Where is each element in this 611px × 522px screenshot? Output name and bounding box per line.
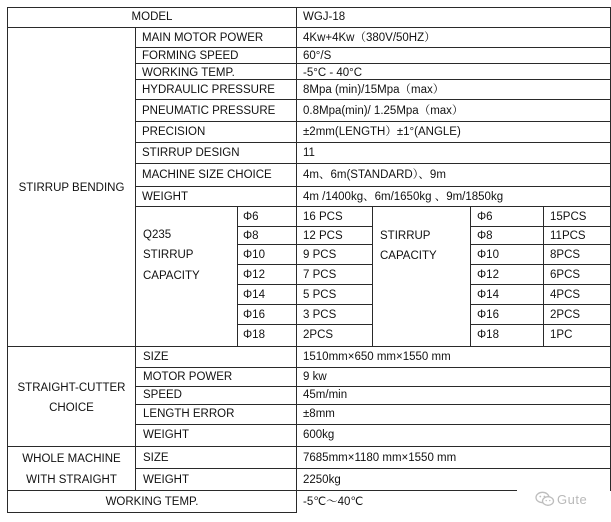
- spec-label: SIZE: [143, 452, 169, 464]
- stirrup-capacity-label-line: CAPACITY: [380, 250, 437, 262]
- spec-label: WEIGHT: [143, 429, 189, 441]
- spec-value: 8Mpa (min)/15Mpa（max）: [303, 84, 445, 96]
- spec-label: LENGTH ERROR: [143, 408, 235, 420]
- wechat-icon: [535, 491, 555, 507]
- stirrup-quantity: 11PCS: [550, 230, 586, 242]
- stirrup-diameter: Φ14: [477, 289, 499, 301]
- spec-label: FORMING SPEED: [142, 50, 239, 62]
- spec-value: 7685mm×1180 mm×1550 mm: [303, 452, 457, 464]
- spec-value: -5°C - 40°C: [303, 67, 363, 79]
- section-stirrup-bending: STIRRUP BENDING: [18, 182, 125, 194]
- section-straight-cutter-line: CHOICE: [49, 402, 94, 414]
- q235-diameter: Φ14: [243, 289, 265, 301]
- spec-value: 4m /1400kg、6m/1650kg 、9m/1850kg: [303, 191, 504, 203]
- q235-quantity: 7 PCS: [303, 269, 337, 281]
- q235-label-line: STIRRUP: [143, 249, 194, 261]
- model-label: MODEL: [131, 11, 173, 23]
- spec-value: 4m、6m(STANDARD）、9m: [303, 169, 446, 181]
- stirrup-capacity-label-line: STIRRUP: [380, 230, 431, 242]
- footer-working-temp-value: -5℃～40℃: [303, 496, 364, 508]
- stirrup-diameter: Φ18: [477, 329, 499, 341]
- q235-quantity: 2PCS: [303, 329, 334, 341]
- spec-label: SIZE: [143, 351, 169, 363]
- spec-label: WEIGHT: [142, 191, 188, 203]
- stirrup-quantity: 2PCS: [550, 309, 581, 321]
- spec-value: 4Kw+4Kw（380V/50HZ）: [303, 32, 436, 44]
- stirrup-diameter: Φ12: [477, 269, 499, 281]
- spec-value: 600kg: [303, 429, 335, 441]
- q235-quantity: 9 PCS: [303, 249, 337, 261]
- stirrup-diameter: Φ10: [477, 249, 499, 261]
- section-whole-machine-line: WITH STRAIGHT: [26, 474, 117, 486]
- stirrup-quantity: 4PCS: [550, 289, 581, 301]
- section-straight-cutter-line: STRAIGHT-CUTTER: [17, 382, 126, 394]
- q235-quantity: 5 PCS: [303, 289, 337, 301]
- stirrup-quantity: 8PCS: [550, 249, 581, 261]
- spec-value: 0.8Mpa(min)/ 1.25Mpa（max）: [303, 105, 464, 117]
- spec-value: 1510mm×650 mm×1550 mm: [303, 351, 451, 363]
- spec-value: 9 kw: [303, 371, 327, 383]
- spec-value: 2250kg: [303, 474, 341, 486]
- q235-diameter: Φ6: [243, 211, 259, 223]
- q235-quantity: 12 PCS: [303, 230, 343, 242]
- spec-label: HYDRAULIC PRESSURE: [142, 84, 275, 96]
- spec-label: STIRRUP DESIGN: [142, 147, 240, 159]
- q235-diameter: Φ16: [243, 309, 265, 321]
- spec-value: 11: [303, 147, 315, 159]
- spec-label: MAIN MOTOR POWER: [142, 32, 264, 44]
- footer-working-temp-label: WORKING TEMP.: [105, 496, 199, 508]
- spec-value: 45m/min: [303, 389, 348, 401]
- spec-label: PRECISION: [142, 126, 206, 138]
- model-value: WGJ-18: [303, 11, 346, 23]
- q235-quantity: 16 PCS: [303, 211, 343, 223]
- stirrup-quantity: 6PCS: [550, 269, 581, 281]
- spec-value: ±8mm: [303, 408, 335, 420]
- stirrup-diameter: Φ16: [477, 309, 499, 321]
- stirrup-diameter: Φ6: [477, 211, 493, 223]
- stirrup-quantity: 15PCS: [550, 211, 587, 223]
- spec-value: 60°/S: [303, 50, 332, 62]
- q235-label-line: CAPACITY: [143, 270, 200, 282]
- spec-label: SPEED: [143, 389, 182, 401]
- watermark-text: Gute: [557, 492, 588, 507]
- q235-diameter: Φ12: [243, 269, 265, 281]
- spec-label: MOTOR POWER: [143, 371, 233, 383]
- section-whole-machine-line: WHOLE MACHINE: [22, 453, 121, 465]
- q235-label-line: Q235: [143, 229, 172, 241]
- spec-label: MACHINE SIZE CHOICE: [142, 169, 272, 181]
- stirrup-quantity: 1PC: [550, 329, 573, 341]
- q235-diameter: Φ8: [243, 230, 259, 242]
- spec-label: WEIGHT: [143, 474, 189, 486]
- spec-label: PNEUMATIC PRESSURE: [142, 105, 276, 117]
- q235-diameter: Φ18: [243, 329, 265, 341]
- q235-quantity: 3 PCS: [303, 309, 337, 321]
- watermark: [535, 489, 597, 511]
- stirrup-diameter: Φ8: [477, 230, 493, 242]
- spec-value: ±2mm(LENGTH）±1°(ANGLE): [303, 126, 461, 138]
- spec-label: WORKING TEMP.: [142, 67, 235, 79]
- q235-diameter: Φ10: [243, 249, 265, 261]
